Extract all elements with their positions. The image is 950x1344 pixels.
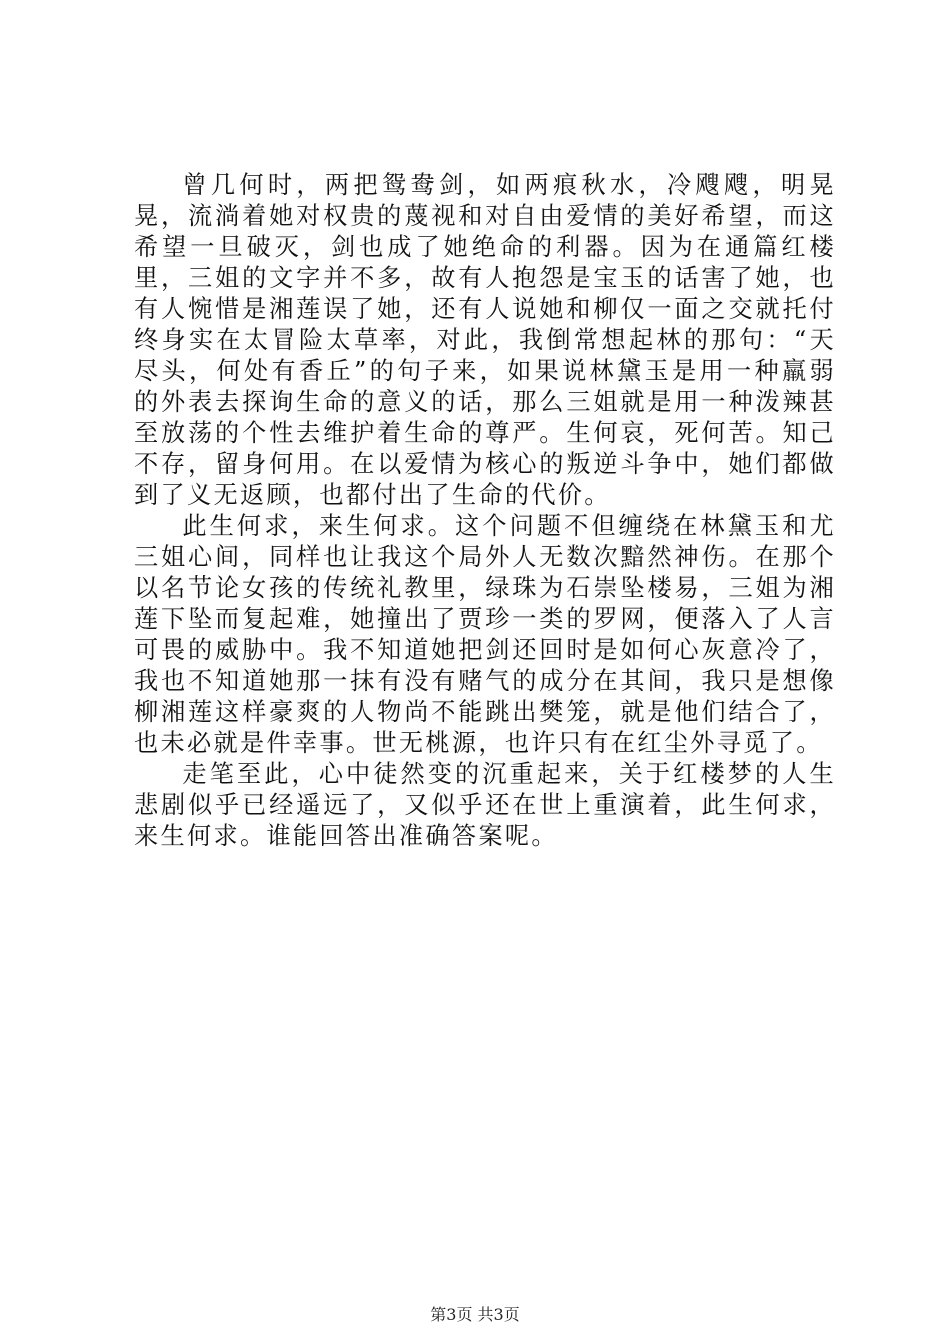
- document-body: [134, 170, 836, 852]
- paragraph-2: 此生何求，来生何求。这个问题不但缠绕在林黛玉和尤三姐心间，同样也让我这个局外人无数次黯然神伤。在那个以名节论女孩的传统礼教里，绿珠为石崇坠楼易，三姐为湘莲下坠而复起难，她撞出了贾珍一类的罗网，便落入了人言可畏的威胁中。我不知道她把剑还回时是如何心灰意冷了，我也不知道她那一抹有没有赌气的成分在其间，我只是想像柳湘莲这样豪爽的人物尚不能跳出樊笼，就是他们结合了，也未必就是件幸事。世无桃源，也许只有在红尘外寻觅了。: [134, 512, 836, 757]
- paragraph-3: 走笔至此，心中徒然变的沉重起来，关于红楼梦的人生悲剧似乎已经遥远了，又似乎还在世上重演着，此生何求，来生何求。谁能回答出准确答案呢。: [134, 760, 836, 850]
- paragraph-1: 曾几何时，两把鸳鸯剑，如两痕秋水，冷飕飕，明晃晃，流淌着她对权贵的蔑视和对自由爱情的美好希望，而这希望一旦破灭，剑也成了她绝命的利器。因为在通篇红楼里，三姐的文字并不多，故有人抱怨是宝玉的话害了她，也有人惋惜是湘莲误了她，还有人说她和柳仅一面之交就托付终身实在太冒险太草率，对此，我倒常想起林的那句：“天尽头，何处有香丘”的句子来，如果说林黛玉是用一种羸弱的外表去探询生命的意义的话，那么三姐就是用一种泼辣甚至放荡的个性去维护着生命的尊严。生何哀，死何苦。知己不存，留身何用。在以爱情为核心的叛逆斗争中，她们都做到了义无返顾，也都付出了生命的代价。: [134, 171, 836, 509]
- page-number-footer: 第3页 共3页: [430, 1305, 520, 1324]
